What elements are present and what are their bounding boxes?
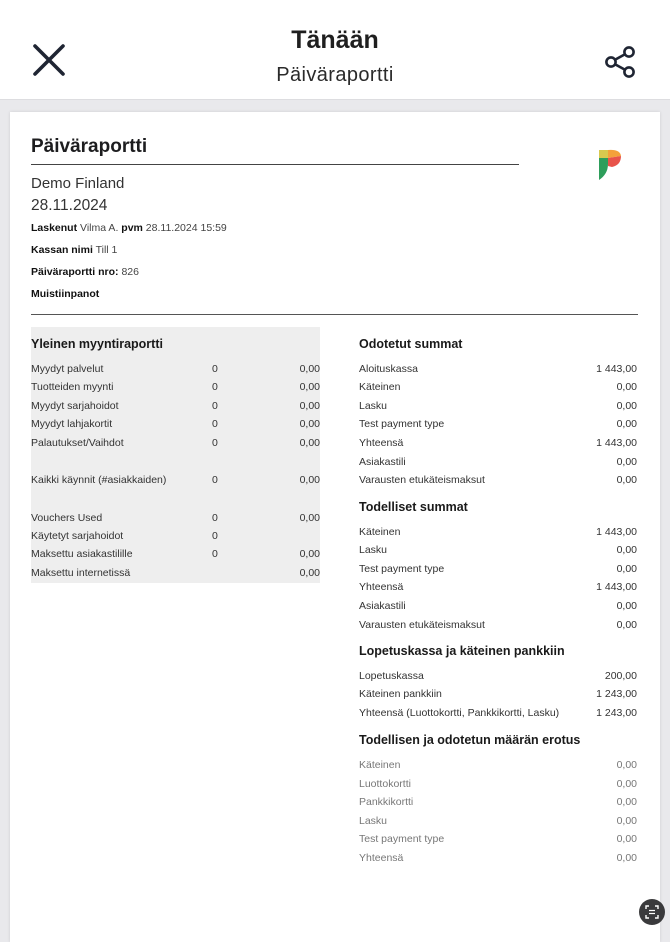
row-label: Käteinen bbox=[359, 759, 401, 771]
actual-row bbox=[359, 619, 637, 633]
row-amount: 1 243,00 bbox=[596, 688, 637, 700]
share-button[interactable] bbox=[600, 44, 640, 80]
closing-title: Lopetuskassa ja käteinen pankkiin bbox=[359, 644, 565, 658]
company-logo bbox=[596, 146, 624, 182]
difference-title: Todellisen ja odotetun määrän erotus bbox=[359, 733, 581, 747]
expected-row bbox=[359, 400, 637, 414]
row-label: Yhteensä (Luottokortti, Pankkikortti, Lasku) bbox=[359, 707, 560, 719]
scan-text-icon bbox=[639, 899, 665, 925]
row-label: Varausten etukäteismaksut bbox=[359, 474, 485, 486]
row-amount: 0,00 bbox=[616, 778, 637, 790]
difference-row bbox=[359, 759, 637, 773]
notes bbox=[31, 288, 99, 300]
row-amount: 0,00 bbox=[616, 833, 637, 845]
row-amount: 0,00 bbox=[616, 381, 637, 393]
row-label: Vouchers Used bbox=[31, 512, 103, 524]
row-label: Kaikki käynnit (#asiakkaiden) bbox=[31, 474, 167, 486]
report-title: Päiväraportti bbox=[31, 136, 148, 157]
row-amount: 1 443,00 bbox=[596, 581, 637, 593]
actual-row bbox=[359, 563, 637, 577]
report-document bbox=[10, 112, 660, 942]
row-count: 0 bbox=[212, 530, 218, 542]
report-number-label: Päiväraportti nro: bbox=[31, 266, 119, 278]
row-count: 0 bbox=[212, 381, 218, 393]
title-underline bbox=[31, 164, 519, 165]
pvm-label: pvm bbox=[121, 222, 143, 234]
actual-title: Todelliset summat bbox=[359, 500, 468, 514]
general-sales-row bbox=[31, 530, 320, 544]
row-label: Lasku bbox=[359, 544, 388, 556]
expected-row bbox=[359, 437, 637, 451]
calculated-by-value: Vilma A. bbox=[80, 222, 119, 234]
expected-row bbox=[359, 474, 637, 488]
pvm-value: 28.11.2024 15:59 bbox=[145, 222, 227, 234]
general-sales-row bbox=[31, 381, 320, 395]
calculated-by bbox=[31, 222, 227, 234]
actual-row bbox=[359, 544, 637, 558]
row-count: 0 bbox=[212, 548, 218, 560]
row-amount: 0,00 bbox=[616, 474, 637, 486]
scan-button[interactable] bbox=[639, 899, 665, 925]
actual-row bbox=[359, 600, 637, 614]
row-label: Test payment type bbox=[359, 563, 445, 575]
page-title: Tänään bbox=[291, 26, 379, 54]
row-amount: 0,00 bbox=[616, 456, 637, 468]
row-amount: 0,00 bbox=[616, 815, 637, 827]
closing-row bbox=[359, 688, 637, 702]
row-label: Käteinen bbox=[359, 526, 401, 538]
general-sales-row bbox=[31, 474, 320, 488]
row-count: 0 bbox=[212, 363, 218, 375]
row-count: 0 bbox=[212, 512, 218, 524]
row-label: Lopetuskassa bbox=[359, 670, 424, 682]
difference-row bbox=[359, 815, 637, 829]
till-value: Till 1 bbox=[95, 244, 118, 256]
row-amount: 0,00 bbox=[616, 418, 637, 430]
expected-row bbox=[359, 418, 637, 432]
row-label: Tuotteiden myynti bbox=[31, 381, 114, 393]
row-amount: 0,00 bbox=[616, 544, 637, 556]
row-amount: 1 243,00 bbox=[596, 707, 637, 719]
general-sales-row bbox=[31, 418, 320, 432]
report-number bbox=[31, 266, 139, 278]
report-date: 28.11.2024 bbox=[31, 197, 108, 214]
row-amount: 0,00 bbox=[299, 512, 320, 524]
till-info bbox=[31, 244, 117, 256]
general-sales-row bbox=[31, 548, 320, 562]
difference-row bbox=[359, 778, 637, 792]
difference-row bbox=[359, 833, 637, 847]
report-number-value: 826 bbox=[121, 266, 139, 278]
row-amount: 0,00 bbox=[299, 400, 320, 412]
expected-row bbox=[359, 363, 637, 377]
row-amount: 0,00 bbox=[299, 437, 320, 449]
section-divider bbox=[31, 314, 638, 315]
row-label: Lasku bbox=[359, 815, 388, 827]
row-count: 0 bbox=[212, 437, 218, 449]
row-label: Käteinen bbox=[359, 381, 401, 393]
row-amount: 1 443,00 bbox=[596, 437, 637, 449]
row-label: Maksettu internetissä bbox=[31, 567, 131, 579]
row-label: Yhteensä bbox=[359, 852, 404, 864]
row-label: Aloituskassa bbox=[359, 363, 418, 375]
row-amount: 0,00 bbox=[616, 619, 637, 631]
expected-row bbox=[359, 456, 637, 470]
row-amount: 0,00 bbox=[299, 567, 320, 579]
row-label: Asiakastili bbox=[359, 456, 406, 468]
general-sales-row bbox=[31, 567, 320, 581]
row-amount: 0,00 bbox=[299, 418, 320, 430]
row-amount: 0,00 bbox=[616, 852, 637, 864]
row-amount: 0,00 bbox=[299, 363, 320, 375]
row-label: Käytetyt sarjahoidot bbox=[31, 530, 124, 542]
row-amount: 0,00 bbox=[616, 563, 637, 575]
actual-row bbox=[359, 581, 637, 595]
row-amount: 200,00 bbox=[604, 670, 637, 682]
row-label: Myydyt lahjakortit bbox=[31, 418, 113, 430]
share-icon bbox=[600, 44, 640, 80]
company-name: Demo Finland bbox=[31, 175, 125, 192]
calculated-by-label: Laskenut bbox=[31, 222, 78, 234]
row-label: Varausten etukäteismaksut bbox=[359, 619, 485, 631]
difference-row bbox=[359, 852, 637, 866]
row-label: Lasku bbox=[359, 400, 388, 412]
row-amount: 0,00 bbox=[616, 400, 637, 412]
row-amount: 1 443,00 bbox=[596, 363, 637, 375]
row-label: Maksettu asiakastilille bbox=[31, 548, 133, 560]
row-amount: 0,00 bbox=[299, 381, 320, 393]
actual-row bbox=[359, 526, 637, 540]
closing-row bbox=[359, 670, 637, 684]
general-sales-row bbox=[31, 400, 320, 414]
row-label: Test payment type bbox=[359, 833, 445, 845]
page-subtitle: Päiväraportti bbox=[276, 64, 394, 86]
general-sales-row bbox=[31, 437, 320, 451]
row-label: Käteinen pankkiin bbox=[359, 688, 442, 700]
notes-label: Muistiinpanot bbox=[31, 288, 100, 300]
row-label: Luottokortti bbox=[359, 778, 411, 790]
row-label: Yhteensä bbox=[359, 437, 404, 449]
difference-row bbox=[359, 796, 637, 810]
till-label: Kassan nimi bbox=[31, 244, 93, 256]
row-label: Yhteensä bbox=[359, 581, 404, 593]
row-amount: 0,00 bbox=[616, 600, 637, 612]
row-label: Asiakastili bbox=[359, 600, 406, 612]
row-amount: 0,00 bbox=[616, 796, 637, 808]
general-sales-title: Yleinen myyntiraportti bbox=[31, 337, 163, 351]
top-bar bbox=[0, 0, 670, 100]
closing-row bbox=[359, 707, 637, 721]
row-count: 0 bbox=[212, 418, 218, 430]
expected-title: Odotetut summat bbox=[359, 337, 463, 351]
general-sales-row bbox=[31, 512, 320, 526]
row-amount: 1 443,00 bbox=[596, 526, 637, 538]
row-label: Palautukset/Vaihdot bbox=[31, 437, 124, 449]
row-label: Test payment type bbox=[359, 418, 445, 430]
row-count: 0 bbox=[212, 400, 218, 412]
row-amount: 0,00 bbox=[616, 759, 637, 771]
row-label: Pankkikortti bbox=[359, 796, 414, 808]
row-amount: 0,00 bbox=[299, 474, 320, 486]
row-label: Myydyt palvelut bbox=[31, 363, 104, 375]
general-sales-row bbox=[31, 363, 320, 377]
expected-row bbox=[359, 381, 637, 395]
row-amount: 0,00 bbox=[299, 548, 320, 560]
row-label: Myydyt sarjahoidot bbox=[31, 400, 119, 412]
row-count: 0 bbox=[212, 474, 218, 486]
